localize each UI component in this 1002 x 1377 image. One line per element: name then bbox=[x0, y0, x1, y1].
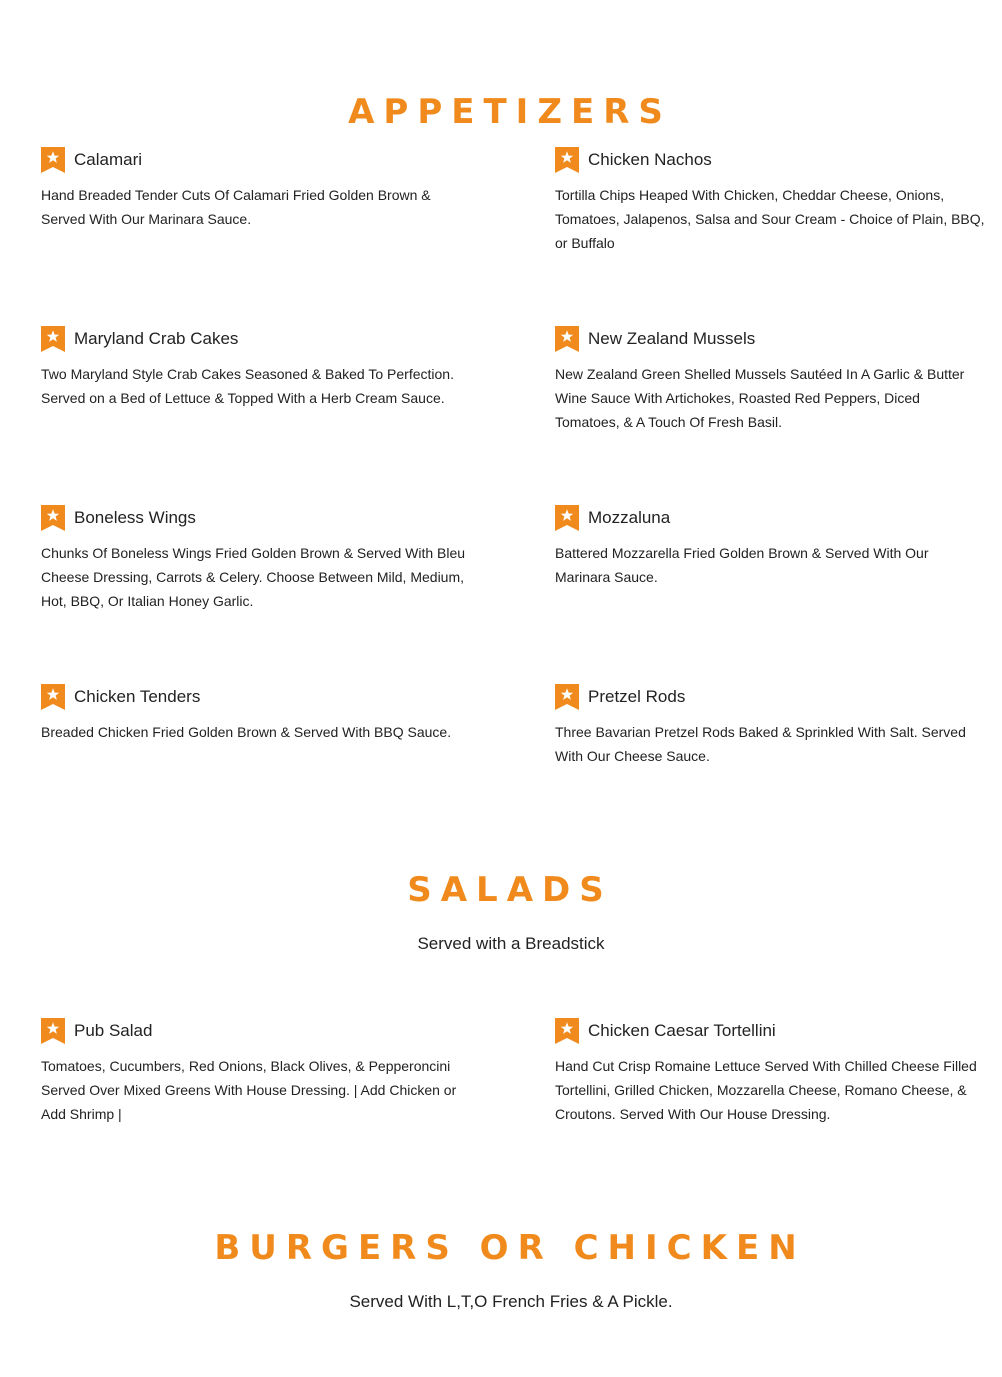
menu-item-name: Maryland Crab Cakes bbox=[74, 329, 239, 348]
menu-item-description: Hand Cut Crisp Romaine Lettuce Served With Chilled Cheese Filled Tortellini, Grilled Chicken, Mozzarella Cheese, Romano Cheese, & Croutons. Served With Our House Dressing. bbox=[555, 1058, 977, 1122]
menu-item-mozzaluna bbox=[555, 505, 985, 589]
appetizers-heading: APPETIZERS bbox=[348, 92, 672, 132]
menu-item-description: Hand Breaded Tender Cuts Of Calamari Fried Golden Brown & Served With Our Marinara Sauce. bbox=[41, 187, 431, 227]
menu-item-name: Calamari bbox=[74, 150, 143, 169]
menu-item-calamari bbox=[41, 147, 471, 231]
menu-item-name: Pretzel Rods bbox=[588, 687, 686, 706]
menu-item-description: Battered Mozzarella Fried Golden Brown & Served With Our Marinara Sauce. bbox=[555, 545, 929, 585]
menu-item-description: Breaded Chicken Fried Golden Brown & Served With BBQ Sauce. bbox=[41, 724, 452, 740]
menu-item-pretzel-rods bbox=[555, 684, 985, 768]
menu-item-chicken-nachos bbox=[555, 147, 985, 255]
menu-item-name: Chicken Caesar Tortellini bbox=[588, 1021, 776, 1040]
star-ribbon-icon bbox=[555, 1018, 579, 1044]
salads-heading: SALADS bbox=[407, 870, 613, 910]
star-ribbon-icon bbox=[41, 1018, 65, 1044]
menu-item-maryland-crab-cakes bbox=[41, 326, 471, 410]
menu-item-description: Tortilla Chips Heaped With Chicken, Cheddar Cheese, Onions, Tomatoes, Jalapenos, Salsa and Sour Cream - Choice of Plain, BBQ, or Buffalo bbox=[555, 187, 985, 251]
star-ribbon-icon bbox=[41, 326, 65, 352]
menu-item-name: Pub Salad bbox=[74, 1021, 153, 1040]
menu-item-name: Mozzaluna bbox=[588, 508, 671, 527]
menu-item-description: New Zealand Green Shelled Mussels Sautéed In A Garlic & Butter Wine Sauce With Artichokes, Roasted Red Peppers, Diced Tomatoes, & A Touch Of Fresh Basil. bbox=[555, 366, 965, 430]
menu-item-description: Three Bavarian Pretzel Rods Baked & Sprinkled With Salt. Served With Our Cheese Sauce. bbox=[555, 724, 966, 764]
menu-item-description: Tomatoes, Cucumbers, Red Onions, Black Olives, & Pepperoncini Served Over Mixed Greens With House Dressing. | Add Chicken or Add Shrimp | bbox=[41, 1058, 457, 1122]
menu-item-description: Two Maryland Style Crab Cakes Seasoned & Baked To Perfection. Served on a Bed of Lettuce & Topped With a Herb Cream Sauce. bbox=[41, 366, 454, 406]
menu-item-pub-salad bbox=[41, 1018, 471, 1126]
burgers-subtitle: Served With L,T,O French Fries & A Pickle. bbox=[349, 1292, 673, 1311]
star-ribbon-icon bbox=[555, 505, 579, 531]
star-ribbon-icon bbox=[555, 684, 579, 710]
star-ribbon-icon bbox=[555, 326, 579, 352]
star-ribbon-icon bbox=[41, 147, 65, 173]
menu-item-chicken-tenders bbox=[41, 684, 471, 744]
burgers-heading: BURGERS OR CHICKEN bbox=[214, 1228, 806, 1268]
menu-item-name: New Zealand Mussels bbox=[588, 329, 756, 348]
star-ribbon-icon bbox=[41, 684, 65, 710]
salads-subtitle: Served with a Breadstick bbox=[417, 934, 605, 953]
menu-item-boneless-wings bbox=[41, 505, 471, 613]
menu-item-name: Chicken Tenders bbox=[74, 687, 201, 706]
star-ribbon-icon bbox=[555, 147, 579, 173]
menu-item-chicken-caesar-tortellini bbox=[555, 1018, 985, 1126]
menu-item-new-zealand-mussels bbox=[555, 326, 985, 434]
menu-item-name: Chicken Nachos bbox=[588, 150, 712, 169]
star-ribbon-icon bbox=[41, 505, 65, 531]
menu-item-description: Chunks Of Boneless Wings Fried Golden Brown & Served With Bleu Cheese Dressing, Carrots & Celery. Choose Between Mild, Medium, Hot, BBQ, Or Italian Honey Garlic. bbox=[41, 545, 466, 609]
menu-item-name: Boneless Wings bbox=[74, 508, 196, 527]
